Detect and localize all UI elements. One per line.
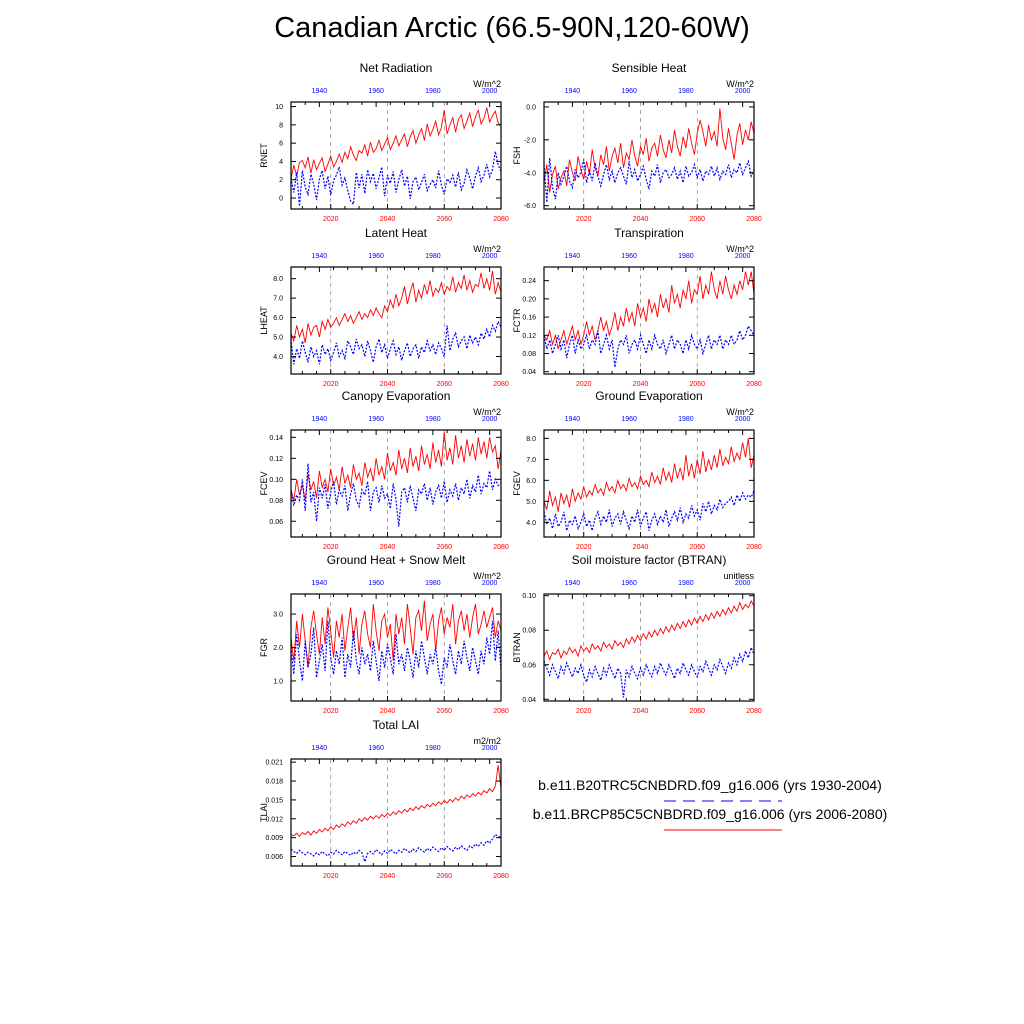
plot-frame (544, 430, 754, 537)
x-tick-label-historical: 1940 (564, 253, 581, 260)
series-line-historical (291, 322, 501, 365)
y-tick-label: 7.0 (273, 295, 283, 303)
y-tick-label: 0.10 (269, 476, 283, 484)
x-tick-label-historical: 1980 (678, 253, 694, 260)
panel-fgr (259, 553, 509, 715)
y-tick-label: -2.0 (523, 137, 536, 145)
y-tick-label: 0.24 (522, 278, 536, 286)
x-tick-label-future: 2080 (493, 544, 509, 551)
y-tick-label: 0.08 (522, 351, 536, 359)
x-tick-label-future: 2060 (436, 544, 453, 551)
x-tick-label-future: 2080 (493, 708, 509, 715)
units-label: W/m^2 (726, 407, 754, 417)
x-tick-label-future: 2080 (746, 381, 762, 388)
y-tick-label: 0.06 (269, 518, 283, 526)
y-tick-label: 8.0 (526, 435, 536, 443)
panel-title: Transpiration (614, 226, 684, 240)
y-axis-label: FSH (512, 146, 522, 165)
x-tick-label-historical: 2000 (481, 745, 498, 752)
panel-title: Canopy Evaporation (341, 389, 451, 403)
x-tick-label-future: 2080 (746, 708, 762, 715)
y-tick-label: 10 (275, 104, 283, 112)
panel-title: Latent Heat (364, 226, 428, 240)
x-tick-label-future: 2040 (379, 708, 396, 715)
x-tick-label-future: 2060 (689, 381, 706, 388)
x-tick-label-historical: 1960 (368, 745, 384, 752)
x-tick-label-future: 2020 (575, 381, 592, 388)
x-tick-label-historical: 2000 (734, 416, 751, 423)
plot-frame (544, 267, 754, 374)
x-tick-label-future: 2040 (632, 381, 649, 388)
legend-label-historical: b.e11.B20TRC5CNBDRD.f09_g16.006 (yrs 1930-2004) (538, 777, 882, 793)
y-axis-label: LHEAT (259, 306, 269, 335)
panel-btran (512, 553, 762, 715)
y-tick-label: 6.0 (526, 477, 536, 485)
y-tick-label: 6 (279, 140, 283, 148)
x-tick-label-historical: 1980 (425, 580, 441, 587)
x-tick-label-future: 2020 (322, 381, 339, 388)
y-tick-label: 0.021 (265, 759, 283, 767)
x-tick-label-historical: 1940 (564, 416, 581, 423)
panel-title: Soil moisture factor (BTRAN) (571, 553, 727, 567)
x-tick-label-future: 2060 (436, 708, 453, 715)
units-label: W/m^2 (473, 571, 501, 581)
y-tick-label: -4.0 (523, 170, 536, 178)
x-tick-label-future: 2080 (493, 381, 509, 388)
y-tick-label: 0.12 (269, 455, 283, 463)
y-tick-label: 5.0 (273, 334, 283, 342)
x-tick-label-historical: 1960 (621, 416, 637, 423)
y-tick-label: -6.0 (523, 203, 536, 211)
y-tick-label: 0.04 (522, 369, 536, 377)
y-tick-label: 0.14 (269, 434, 283, 442)
units-label: unitless (723, 571, 754, 581)
y-axis-label: FGEV (512, 471, 522, 496)
series-line-future (544, 438, 754, 511)
x-tick-label-future: 2040 (632, 544, 649, 551)
series-line-future (544, 109, 754, 193)
series-line-future (291, 765, 501, 836)
y-tick-label: 4.0 (526, 519, 536, 527)
units-label: W/m^2 (473, 79, 501, 89)
y-tick-label: 0 (279, 195, 283, 203)
x-tick-label-future: 2020 (322, 708, 339, 715)
x-tick-label-historical: 1980 (678, 88, 694, 95)
units-label: W/m^2 (473, 407, 501, 417)
y-tick-label: 4.0 (273, 353, 283, 361)
x-tick-label-historical: 1980 (678, 580, 694, 587)
y-axis-label: BTRAN (512, 632, 522, 663)
x-tick-label-future: 2020 (575, 708, 592, 715)
panel-title: Ground Heat + Snow Melt (326, 553, 466, 567)
x-tick-label-future: 2040 (379, 216, 396, 223)
x-tick-label-historical: 1940 (311, 580, 328, 587)
x-tick-label-historical: 1940 (564, 88, 581, 95)
y-tick-label: 0.006 (265, 854, 283, 862)
x-tick-label-historical: 2000 (734, 253, 751, 260)
series-line-future (291, 432, 501, 500)
x-tick-label-historical: 1940 (311, 88, 328, 95)
x-tick-label-future: 2040 (632, 708, 649, 715)
x-tick-label-future: 2080 (493, 216, 509, 223)
y-tick-label: 6.0 (273, 315, 283, 323)
x-tick-label-future: 2060 (436, 873, 453, 880)
y-tick-label: 4 (279, 158, 283, 166)
series-line-future (544, 272, 754, 349)
x-tick-label-future: 2060 (436, 381, 453, 388)
units-label: m2/m2 (473, 736, 501, 746)
series-line-future (544, 601, 754, 660)
y-tick-label: 0.018 (265, 778, 283, 786)
y-tick-label: 8.0 (273, 276, 283, 284)
series-line-historical (544, 326, 754, 367)
y-tick-label: 0.06 (522, 662, 536, 670)
y-tick-label: 0.009 (265, 835, 283, 843)
x-tick-label-historical: 1980 (425, 745, 441, 752)
x-tick-label-historical: 1940 (311, 253, 328, 260)
x-tick-label-historical: 1960 (368, 580, 384, 587)
x-tick-label-future: 2080 (493, 873, 509, 880)
x-tick-label-historical: 1960 (368, 253, 384, 260)
y-tick-label: 5.0 (526, 498, 536, 506)
plot-frame (544, 102, 754, 209)
series-line-historical (291, 621, 501, 685)
series-line-historical (544, 648, 754, 698)
x-tick-label-future: 2040 (632, 216, 649, 223)
y-tick-label: 0.20 (522, 296, 536, 304)
panel-title: Net Radiation (359, 61, 433, 75)
x-tick-label-historical: 1980 (425, 253, 441, 260)
x-tick-label-historical: 2000 (734, 88, 751, 95)
units-label: W/m^2 (726, 79, 754, 89)
x-tick-label-historical: 1960 (621, 253, 637, 260)
x-tick-label-historical: 2000 (481, 253, 498, 260)
series-line-historical (291, 835, 501, 862)
y-tick-label: 3.0 (273, 611, 283, 619)
units-label: W/m^2 (726, 244, 754, 254)
y-tick-label: 0.16 (522, 314, 536, 322)
x-tick-label-future: 2020 (575, 544, 592, 551)
x-tick-label-future: 2080 (746, 544, 762, 551)
x-tick-label-future: 2020 (322, 216, 339, 223)
y-axis-label: RNET (259, 143, 269, 168)
x-tick-label-historical: 1980 (678, 416, 694, 423)
panel-title: Sensible Heat (611, 61, 687, 75)
x-tick-label-historical: 2000 (734, 580, 751, 587)
y-tick-label: 2 (279, 177, 283, 185)
panel-title: Total LAI (372, 718, 420, 732)
panel-title: Ground Evaporation (595, 389, 703, 403)
y-tick-label: 0.12 (522, 332, 536, 340)
panel-lheat (259, 226, 509, 388)
x-tick-label-future: 2060 (436, 216, 453, 223)
x-tick-label-historical: 1960 (368, 416, 384, 423)
series-line-future (291, 271, 501, 343)
x-tick-label-historical: 1940 (311, 745, 328, 752)
x-tick-label-historical: 2000 (481, 580, 498, 587)
y-tick-label: 0.10 (522, 593, 536, 601)
x-tick-label-historical: 1960 (621, 88, 637, 95)
y-tick-label: 0.012 (265, 816, 283, 824)
y-tick-label: 0.0 (526, 104, 536, 112)
y-tick-label: 0.04 (522, 696, 536, 704)
y-tick-label: 1.0 (273, 678, 283, 686)
series-line-future (291, 108, 501, 179)
panel-fcev (259, 389, 509, 551)
x-tick-label-future: 2020 (322, 544, 339, 551)
y-axis-label: FCTR (512, 308, 522, 333)
x-tick-label-historical: 1980 (425, 88, 441, 95)
x-tick-label-future: 2020 (322, 873, 339, 880)
y-tick-label: 0.08 (522, 627, 536, 635)
y-tick-label: 0.08 (269, 497, 283, 505)
x-tick-label-historical: 2000 (481, 416, 498, 423)
x-tick-label-future: 2060 (689, 708, 706, 715)
x-tick-label-historical: 1960 (621, 580, 637, 587)
x-tick-label-future: 2040 (379, 381, 396, 388)
x-tick-label-historical: 1980 (425, 416, 441, 423)
x-tick-label-future: 2040 (379, 544, 396, 551)
y-tick-label: 8 (279, 122, 283, 130)
y-tick-label: 0.015 (265, 797, 283, 805)
figure-title: Canadian Arctic (66.5-90N,120-60W) (274, 12, 750, 44)
x-tick-label-historical: 1960 (368, 88, 384, 95)
x-tick-label-future: 2060 (689, 216, 706, 223)
x-tick-label-future: 2080 (746, 216, 762, 223)
panel-fctr (512, 226, 762, 388)
panel-fgev (512, 389, 762, 551)
y-tick-label: 7.0 (526, 456, 536, 464)
panel-tlai (259, 718, 509, 880)
panel-rnet (259, 61, 509, 223)
plot-frame (291, 430, 501, 537)
y-axis-label: FCEV (259, 471, 269, 496)
x-tick-label-historical: 1940 (311, 416, 328, 423)
y-axis-label: FGR (259, 638, 269, 657)
x-tick-label-future: 2020 (575, 216, 592, 223)
y-tick-label: 2.0 (273, 645, 283, 652)
legend-label-future: b.e11.BRCP85C5CNBDRD.f09_g16.006 (yrs 2006-2080) (532, 806, 888, 822)
x-tick-label-future: 2060 (689, 544, 706, 551)
plot-frame (291, 102, 501, 209)
x-tick-label-historical: 1940 (564, 580, 581, 587)
panel-fsh (512, 61, 762, 223)
x-tick-label-future: 2040 (379, 873, 396, 880)
x-tick-label-historical: 2000 (481, 88, 498, 95)
series-line-historical (544, 491, 754, 531)
plot-frame (291, 759, 501, 866)
units-label: W/m^2 (473, 244, 501, 254)
y-axis-label: TLAI (259, 802, 269, 823)
